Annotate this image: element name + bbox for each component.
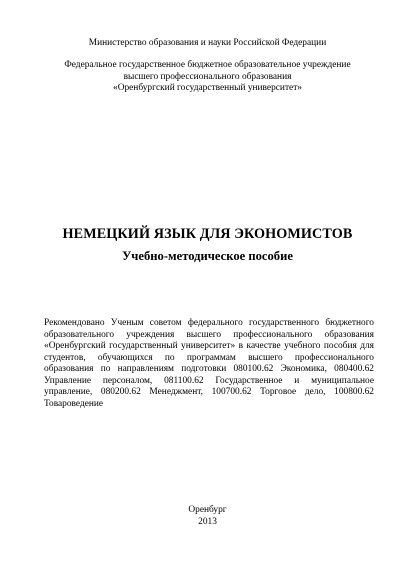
recommendation-line: Товароведение [44, 398, 104, 409]
recommendation-line: Рекомендовано Ученым советом федерального государственного бюджетного [44, 318, 374, 328]
document-subtitle: Учебно-методическое пособие [122, 249, 293, 263]
ministry-line: Министерство образования и науки Российской Федерации [88, 38, 327, 48]
imprint [0, 505, 415, 528]
recommendation-line: студентов, обучающихся по программам высшего профессионального [44, 352, 374, 363]
year: 2013 [198, 516, 217, 527]
institution-line: высшего профессионального образования [123, 71, 292, 82]
recommendation-paragraph [44, 318, 374, 410]
institution-line: «Оренбургский государственный университет» [113, 83, 302, 94]
institution-block [0, 60, 415, 95]
recommendation-line: Управление персоналом, 081100.62 Государственное и муниципальное [44, 375, 374, 386]
recommendation-line: образовательного учреждения высшего профессионального образования [44, 329, 374, 340]
recommendation-line: образования по направлениям подготовки 080100.62 Экономика, 080400.62 [44, 364, 374, 374]
document-title: НЕМЕЦКИЙ ЯЗЫК ДЛЯ ЭКОНОМИСТОВ [62, 226, 353, 242]
city: Оренбург [188, 505, 227, 515]
institution-line: Федеральное государственное бюджетное образовательное учреждение [64, 60, 351, 70]
recommendation-line: управление, 080200.62 Менеджмент, 100700.62 Торговое дело, 100800.62 [44, 387, 374, 397]
recommendation-line: «Оренбургский государственный университет» в качестве учебного пособия для [44, 341, 374, 351]
